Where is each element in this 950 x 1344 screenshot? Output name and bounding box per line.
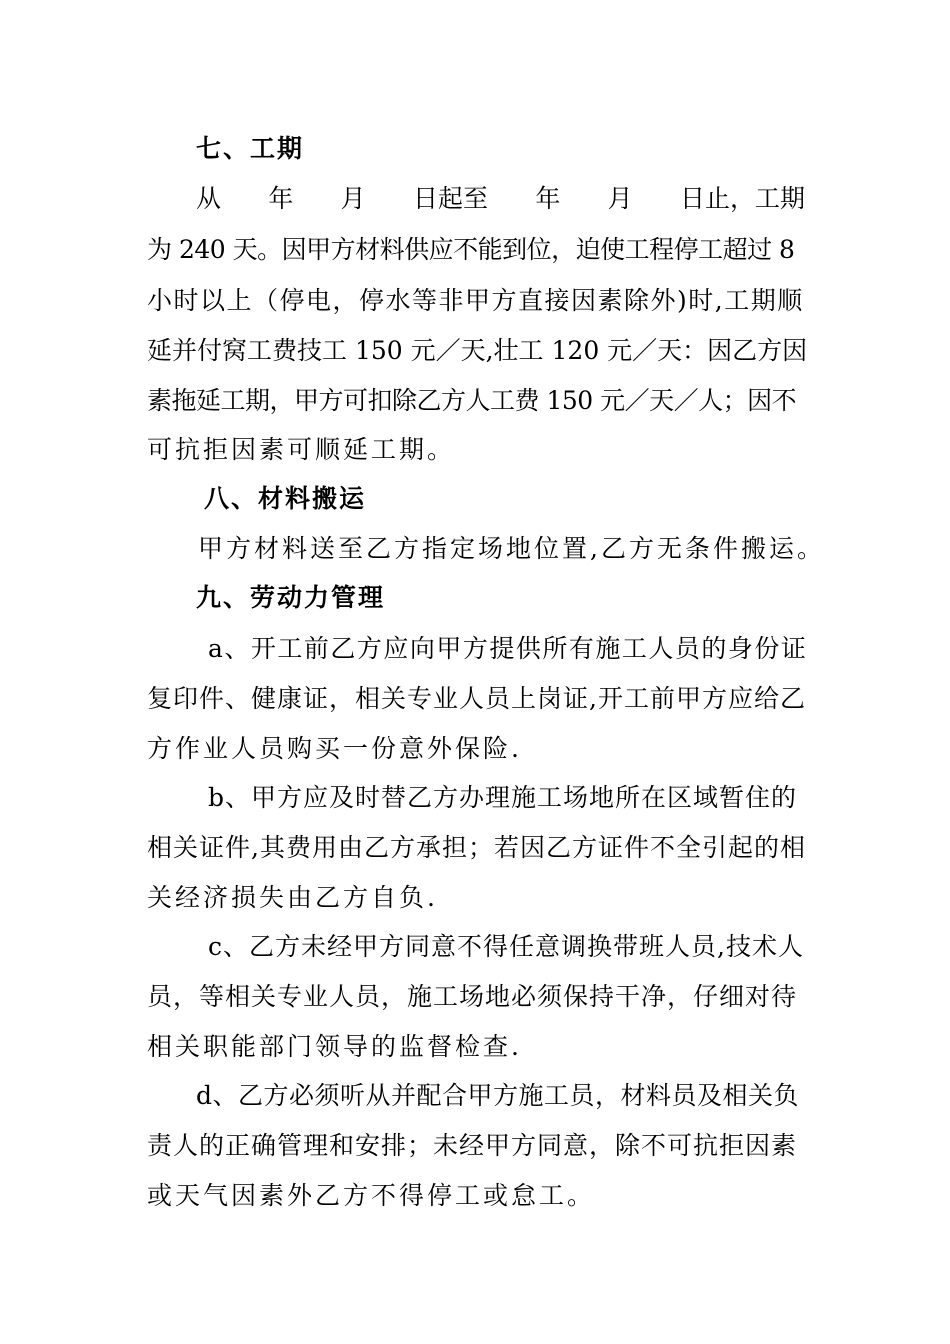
section-7-heading: 七、工期 [196, 134, 305, 163]
section-9-heading: 九、劳动力管理 [196, 583, 386, 612]
item-d-line: 或天气因素外乙方不得停工或怠工。 [147, 1181, 596, 1210]
period-day-1: 日起至 [412, 184, 488, 213]
period-from: 从 [196, 184, 222, 213]
section-8-text-line: 甲方材料送至乙方指定场地位置,乙方无条件搬运。 [198, 534, 825, 563]
item-d-line: d、乙方必须听从并配合甲方施工员，材料员及相关负 [196, 1081, 800, 1110]
item-b-line: 关经济损失由乙方自负. [147, 883, 438, 912]
period-month-2: 月 [607, 184, 633, 213]
item-d-line: 责人的正确管理和安排；未经甲方同意，除不可抗拒因素 [147, 1131, 798, 1160]
period-day-2: 日止，工期 [679, 184, 805, 213]
period-month-1: 月 [340, 184, 366, 213]
item-c-line: 相关职能部门领导的监督检查. [147, 1032, 522, 1061]
item-a-line: 方作业人员购买一份意外保险. [147, 734, 522, 763]
section-8-heading: 八、材料搬运 [204, 484, 367, 513]
item-a-line: 复印件、健康证，相关专业人员上岗证,开工前甲方应给乙 [147, 684, 806, 713]
section-7-text-line: 为 240 天。因甲方材料供应不能到位，迫使工程停工超过 8 [147, 235, 795, 264]
section-7-text-line: 素拖延工期，甲方可扣除乙方人工费 150 元／天／人；因不 [147, 386, 797, 415]
item-b-line: 相关证件,其费用由乙方承担；若因乙方证件不全引起的相 [147, 833, 806, 862]
section-7-text-line: 延并付窝工费技工 150 元／天,壮工 120 元／天：因乙方因 [147, 336, 808, 365]
item-a-line: a、开工前乙方应向甲方提供所有施工人员的身份证 [208, 634, 808, 663]
item-b-line: b、甲方应及时替乙方办理施工场地所在区域暂住的 [208, 783, 798, 812]
section-7-period-line [196, 183, 805, 215]
item-c-line: c、乙方未经甲方同意不得任意调换带班人员,技术人 [208, 932, 804, 961]
item-c-line: 员，等相关专业人员，施工场地必须保持干净，仔细对待 [147, 982, 798, 1011]
section-7-text-line: 可抗拒因素可顺延工期。 [147, 435, 456, 464]
period-year-2: 年 [535, 184, 561, 213]
period-year-1: 年 [268, 184, 294, 213]
section-7-text-line: 小时以上（停电，停水等非甲方直接因素除外)时,工期顺 [147, 286, 804, 315]
